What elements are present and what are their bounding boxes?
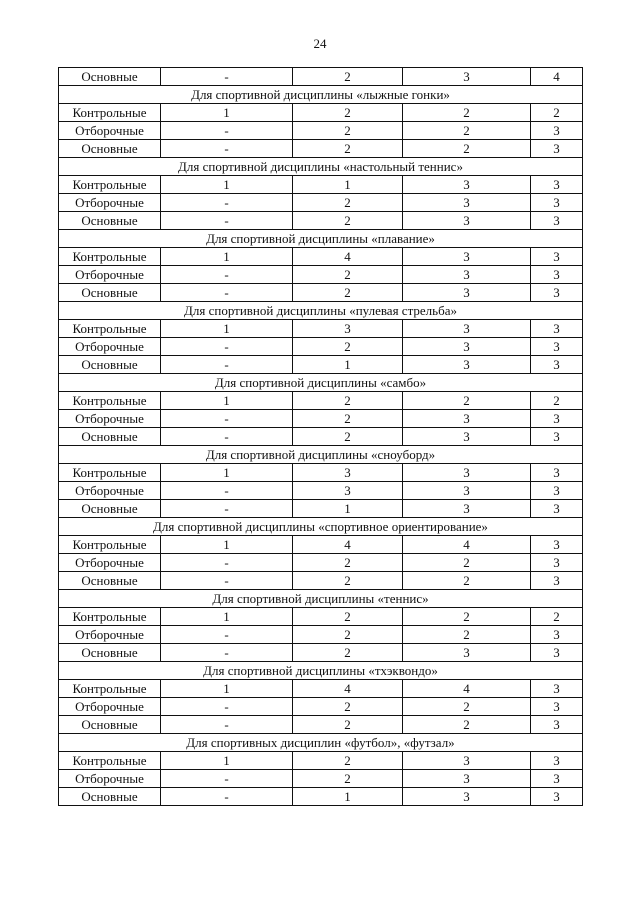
table-row (59, 608, 583, 626)
table-cell: 3 (403, 338, 531, 356)
table-cell: 2 (403, 122, 531, 140)
table-cell: 2 (531, 104, 583, 122)
table-cell: 2 (293, 266, 403, 284)
table-cell: 3 (531, 176, 583, 194)
table-cell: 3 (531, 410, 583, 428)
page-number: 24 (313, 36, 327, 51)
table-cell: 3 (403, 284, 531, 302)
table-row (59, 392, 583, 410)
table-cell: 3 (531, 500, 583, 518)
table-cell: 3 (403, 68, 531, 86)
table-cell: 3 (531, 680, 583, 698)
section-header-row (59, 590, 583, 608)
row-label: Контрольные (59, 536, 161, 554)
table-cell: 2 (403, 626, 531, 644)
table-cell: - (161, 212, 293, 230)
table-row (59, 536, 583, 554)
table-cell: 1 (161, 536, 293, 554)
table-cell: 3 (403, 788, 531, 806)
row-label: Контрольные (59, 392, 161, 410)
table-cell: 3 (293, 464, 403, 482)
row-label: Основные (59, 644, 161, 662)
table-cell: 4 (293, 680, 403, 698)
table-cell: 2 (293, 428, 403, 446)
section-header-row (59, 230, 583, 248)
table-cell: - (161, 572, 293, 590)
table-cell: 1 (161, 104, 293, 122)
table-cell: 3 (531, 464, 583, 482)
table-row (59, 626, 583, 644)
table-cell: - (161, 644, 293, 662)
table-cell: 1 (161, 392, 293, 410)
section-title: Для спортивной дисциплины «сноуборд» (59, 446, 583, 464)
table-cell: 3 (403, 194, 531, 212)
table-cell: 2 (293, 212, 403, 230)
table-cell: 2 (293, 644, 403, 662)
row-label: Основные (59, 212, 161, 230)
table-cell: 2 (293, 410, 403, 428)
table-cell: 3 (531, 626, 583, 644)
table-row (59, 428, 583, 446)
table-cell: 2 (293, 68, 403, 86)
row-label: Отборочные (59, 122, 161, 140)
table-cell: 2 (531, 608, 583, 626)
table-cell: 4 (293, 536, 403, 554)
table-cell: 2 (403, 392, 531, 410)
table-cell: 1 (161, 464, 293, 482)
row-label: Основные (59, 500, 161, 518)
table-cell: 3 (403, 644, 531, 662)
section-title: Для спортивной дисциплины «самбо» (59, 374, 583, 392)
table-row (59, 68, 583, 86)
table-cell: 3 (531, 752, 583, 770)
row-label: Отборочные (59, 626, 161, 644)
table-row (59, 410, 583, 428)
table-cell: 1 (161, 752, 293, 770)
table-cell: - (161, 698, 293, 716)
section-title: Для спортивной дисциплины «плавание» (59, 230, 583, 248)
row-label: Основные (59, 572, 161, 590)
row-label: Отборочные (59, 266, 161, 284)
table-cell: 2 (403, 572, 531, 590)
table-row (59, 104, 583, 122)
table-cell: 1 (161, 680, 293, 698)
section-title: Для спортивной дисциплины «тхэквондо» (59, 662, 583, 680)
table-cell: 1 (161, 320, 293, 338)
table-cell: - (161, 410, 293, 428)
table-cell: 3 (403, 464, 531, 482)
table-cell: 2 (403, 716, 531, 734)
table-cell: 2 (293, 770, 403, 788)
table-cell: 3 (403, 752, 531, 770)
table-cell: 3 (403, 410, 531, 428)
table-cell: 2 (293, 140, 403, 158)
table-cell: 2 (293, 122, 403, 140)
row-label: Основные (59, 140, 161, 158)
section-title: Для спортивной дисциплины «пулевая стрельба» (59, 302, 583, 320)
table-cell: - (161, 68, 293, 86)
table-cell: 3 (293, 320, 403, 338)
table-cell: 2 (403, 698, 531, 716)
table-cell: - (161, 140, 293, 158)
table-row (59, 212, 583, 230)
table-cell: 3 (403, 500, 531, 518)
table-cell: 2 (403, 608, 531, 626)
row-label: Отборочные (59, 338, 161, 356)
table-cell: 3 (403, 266, 531, 284)
section-title: Для спортивной дисциплины «настольный теннис» (59, 158, 583, 176)
table-row (59, 140, 583, 158)
table-cell: 3 (531, 536, 583, 554)
row-label: Контрольные (59, 752, 161, 770)
section-header-row (59, 446, 583, 464)
table-cell: 3 (531, 644, 583, 662)
table-body (59, 68, 583, 806)
table-row (59, 554, 583, 572)
table-cell: - (161, 482, 293, 500)
table-cell: 3 (531, 248, 583, 266)
row-label: Основные (59, 356, 161, 374)
row-label: Контрольные (59, 248, 161, 266)
table-cell: 3 (531, 572, 583, 590)
row-label: Контрольные (59, 608, 161, 626)
row-label: Контрольные (59, 464, 161, 482)
table-cell: 4 (403, 536, 531, 554)
table-cell: 4 (403, 680, 531, 698)
table-row (59, 356, 583, 374)
section-header-row (59, 158, 583, 176)
table-cell: 3 (531, 356, 583, 374)
row-label: Основные (59, 788, 161, 806)
competitions-table (58, 67, 583, 806)
table-cell: 3 (531, 770, 583, 788)
section-header-row (59, 662, 583, 680)
table-cell: 2 (403, 140, 531, 158)
table-cell: 3 (531, 698, 583, 716)
table-cell: - (161, 338, 293, 356)
table-cell: 1 (161, 608, 293, 626)
section-header-row (59, 374, 583, 392)
table-cell: - (161, 284, 293, 302)
table-cell: - (161, 770, 293, 788)
table-row (59, 464, 583, 482)
table-cell: 3 (531, 212, 583, 230)
row-label: Основные (59, 716, 161, 734)
table-cell: 3 (293, 482, 403, 500)
table-row (59, 500, 583, 518)
row-label: Основные (59, 428, 161, 446)
table-cell: 1 (293, 500, 403, 518)
table-row (59, 770, 583, 788)
table-row (59, 680, 583, 698)
table-cell: - (161, 554, 293, 572)
table-cell: - (161, 356, 293, 374)
table-cell: 2 (293, 716, 403, 734)
table-cell: 3 (531, 716, 583, 734)
table-cell: 2 (293, 194, 403, 212)
table-row (59, 644, 583, 662)
table-row (59, 698, 583, 716)
table-cell: 2 (293, 752, 403, 770)
section-header-row (59, 86, 583, 104)
table-row (59, 284, 583, 302)
table-cell: 2 (293, 572, 403, 590)
table-cell: 3 (531, 194, 583, 212)
table-cell: 2 (293, 608, 403, 626)
table-cell: 3 (403, 248, 531, 266)
table-cell: 1 (161, 176, 293, 194)
table-row (59, 320, 583, 338)
table-cell: 1 (293, 356, 403, 374)
section-title: Для спортивной дисциплины «теннис» (59, 590, 583, 608)
table-row (59, 266, 583, 284)
row-label: Основные (59, 284, 161, 302)
table-cell: - (161, 716, 293, 734)
table-cell: 2 (531, 392, 583, 410)
table-cell: 3 (531, 428, 583, 446)
table-cell: 2 (293, 338, 403, 356)
table-cell: 4 (293, 248, 403, 266)
table-cell: 2 (293, 104, 403, 122)
row-label: Контрольные (59, 320, 161, 338)
table-cell: 3 (531, 554, 583, 572)
table-cell: 3 (403, 770, 531, 788)
table-cell: 2 (293, 284, 403, 302)
row-label: Отборочные (59, 770, 161, 788)
table-row (59, 788, 583, 806)
table-cell: - (161, 194, 293, 212)
table-cell: 2 (293, 698, 403, 716)
row-label: Отборочные (59, 698, 161, 716)
table-row (59, 572, 583, 590)
table-cell: 1 (293, 788, 403, 806)
table-cell: 2 (403, 104, 531, 122)
table-cell: 3 (403, 176, 531, 194)
section-header-row (59, 302, 583, 320)
section-title: Для спортивных дисциплин «футбол», «футзал» (59, 734, 583, 752)
row-label: Контрольные (59, 680, 161, 698)
table-cell: 3 (403, 428, 531, 446)
table-cell: 3 (531, 788, 583, 806)
table-cell: - (161, 428, 293, 446)
table-cell: 3 (531, 122, 583, 140)
table-cell: 2 (293, 554, 403, 572)
row-label: Отборочные (59, 194, 161, 212)
row-label: Основные (59, 68, 161, 86)
table-cell: - (161, 788, 293, 806)
table-row (59, 194, 583, 212)
row-label: Контрольные (59, 104, 161, 122)
table-cell: 2 (403, 554, 531, 572)
table-row (59, 122, 583, 140)
table-row (59, 482, 583, 500)
table-cell: 3 (403, 320, 531, 338)
table-row (59, 248, 583, 266)
section-title: Для спортивной дисциплины «спортивное ориентирование» (59, 518, 583, 536)
table-cell: - (161, 266, 293, 284)
section-header-row (59, 734, 583, 752)
table-cell: 1 (161, 248, 293, 266)
row-label: Отборочные (59, 554, 161, 572)
table-cell: 1 (293, 176, 403, 194)
table-cell: 3 (403, 482, 531, 500)
table-cell: 2 (293, 392, 403, 410)
table-row (59, 176, 583, 194)
row-label: Контрольные (59, 176, 161, 194)
table-cell: - (161, 500, 293, 518)
table-cell: 3 (531, 266, 583, 284)
table-row (59, 338, 583, 356)
row-label: Отборочные (59, 410, 161, 428)
table-cell: 3 (403, 356, 531, 374)
section-title: Для спортивной дисциплины «лыжные гонки» (59, 86, 583, 104)
table-cell: 3 (403, 212, 531, 230)
table-cell: 3 (531, 140, 583, 158)
table-cell: 3 (531, 482, 583, 500)
table-cell: 2 (293, 626, 403, 644)
row-label: Отборочные (59, 482, 161, 500)
section-header-row (59, 518, 583, 536)
table-cell: - (161, 122, 293, 140)
table-row (59, 716, 583, 734)
table-cell: 3 (531, 320, 583, 338)
table-cell: 3 (531, 338, 583, 356)
table-cell: 3 (531, 284, 583, 302)
table-row (59, 752, 583, 770)
table-cell: 4 (531, 68, 583, 86)
table-cell: - (161, 626, 293, 644)
